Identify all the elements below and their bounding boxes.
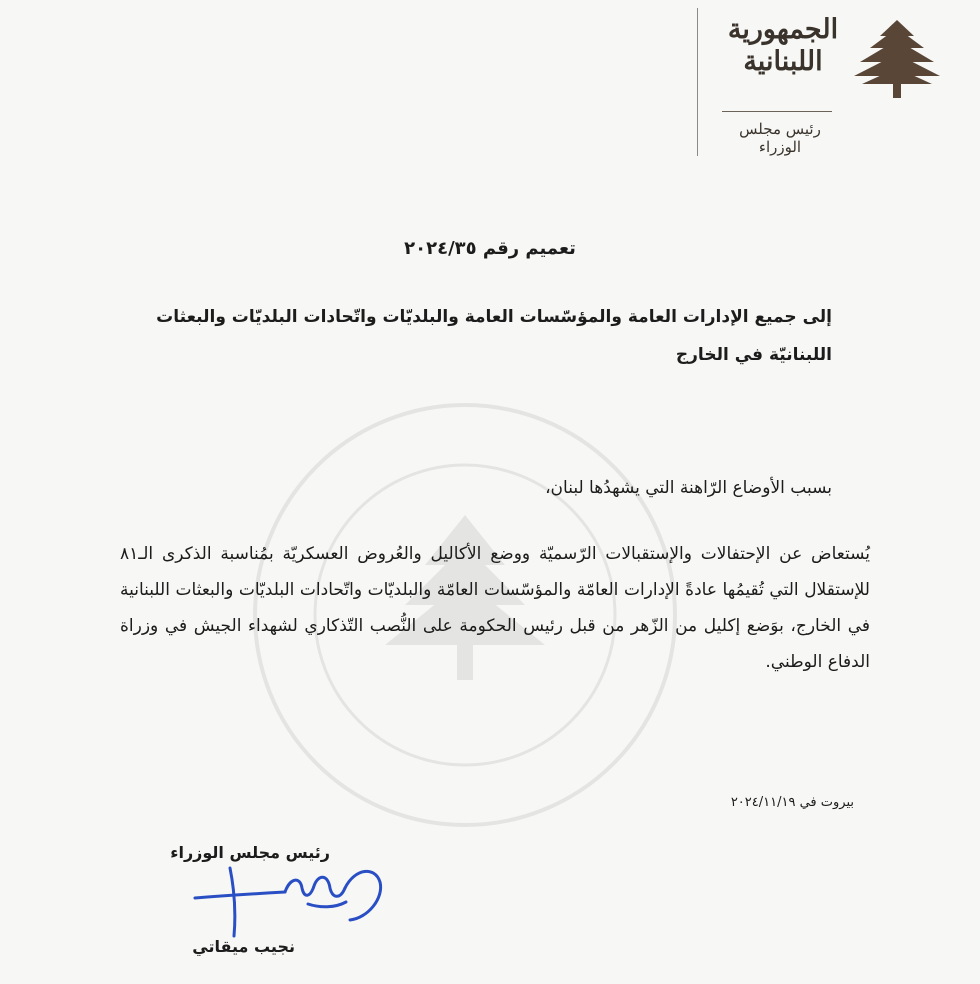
date-line: بيروت في ٢٠٢٤/١١/١٩ [730,795,854,810]
letterhead [680,0,980,160]
addressee-line-2: اللبنانيّة في الخارج [675,345,832,365]
signer-title: رئيس مجلس الوزراء [170,843,330,862]
addressee [152,298,832,374]
signer-name: نجيب ميقاتي [192,937,295,956]
emblem-wordmark [722,14,844,78]
emblem-separator [722,111,832,112]
office-name: رئيس مجلس الوزراء [739,120,821,156]
body-paragraph: يُستعاض عن الإحتفالات والإستقبالات الرّسميّة ووضع الأكاليل والعُروض العسكريّة بمُناسبة الذكرى الـ٨١ للإستقلال التي تُقيمُها عادةً الإدارات العامّة والمؤسّسات العامّة والبلديّات واتّحادات البلديّات والبعثات اللبنانية في الخارج، بوَضع إكليل من الزّهر من قبل رئيس الحكومة على النُّصب التّذكاري لشهداء الجيش في وزراة الدفاع الوطني. [120,544,870,672]
cedar-emblem-icon [854,18,940,100]
intro-line: بسبب الأوضاع الرّاهنة التي يشهدُها لبنان، [545,478,832,498]
emblem-line-1: الجمهورية [727,14,839,45]
emblem-line-2: اللبنانية [743,46,823,77]
letterhead-divider [697,8,698,156]
addressee-line-1: إلى جميع الإدارات العامة والمؤسّسات العامة والبلديّات واتّحادات البلديّات والبعثات [156,307,832,327]
handwritten-signature [190,858,390,938]
circular-title: تعميم رقم ٢٠٢٤/٣٥ [404,238,576,259]
